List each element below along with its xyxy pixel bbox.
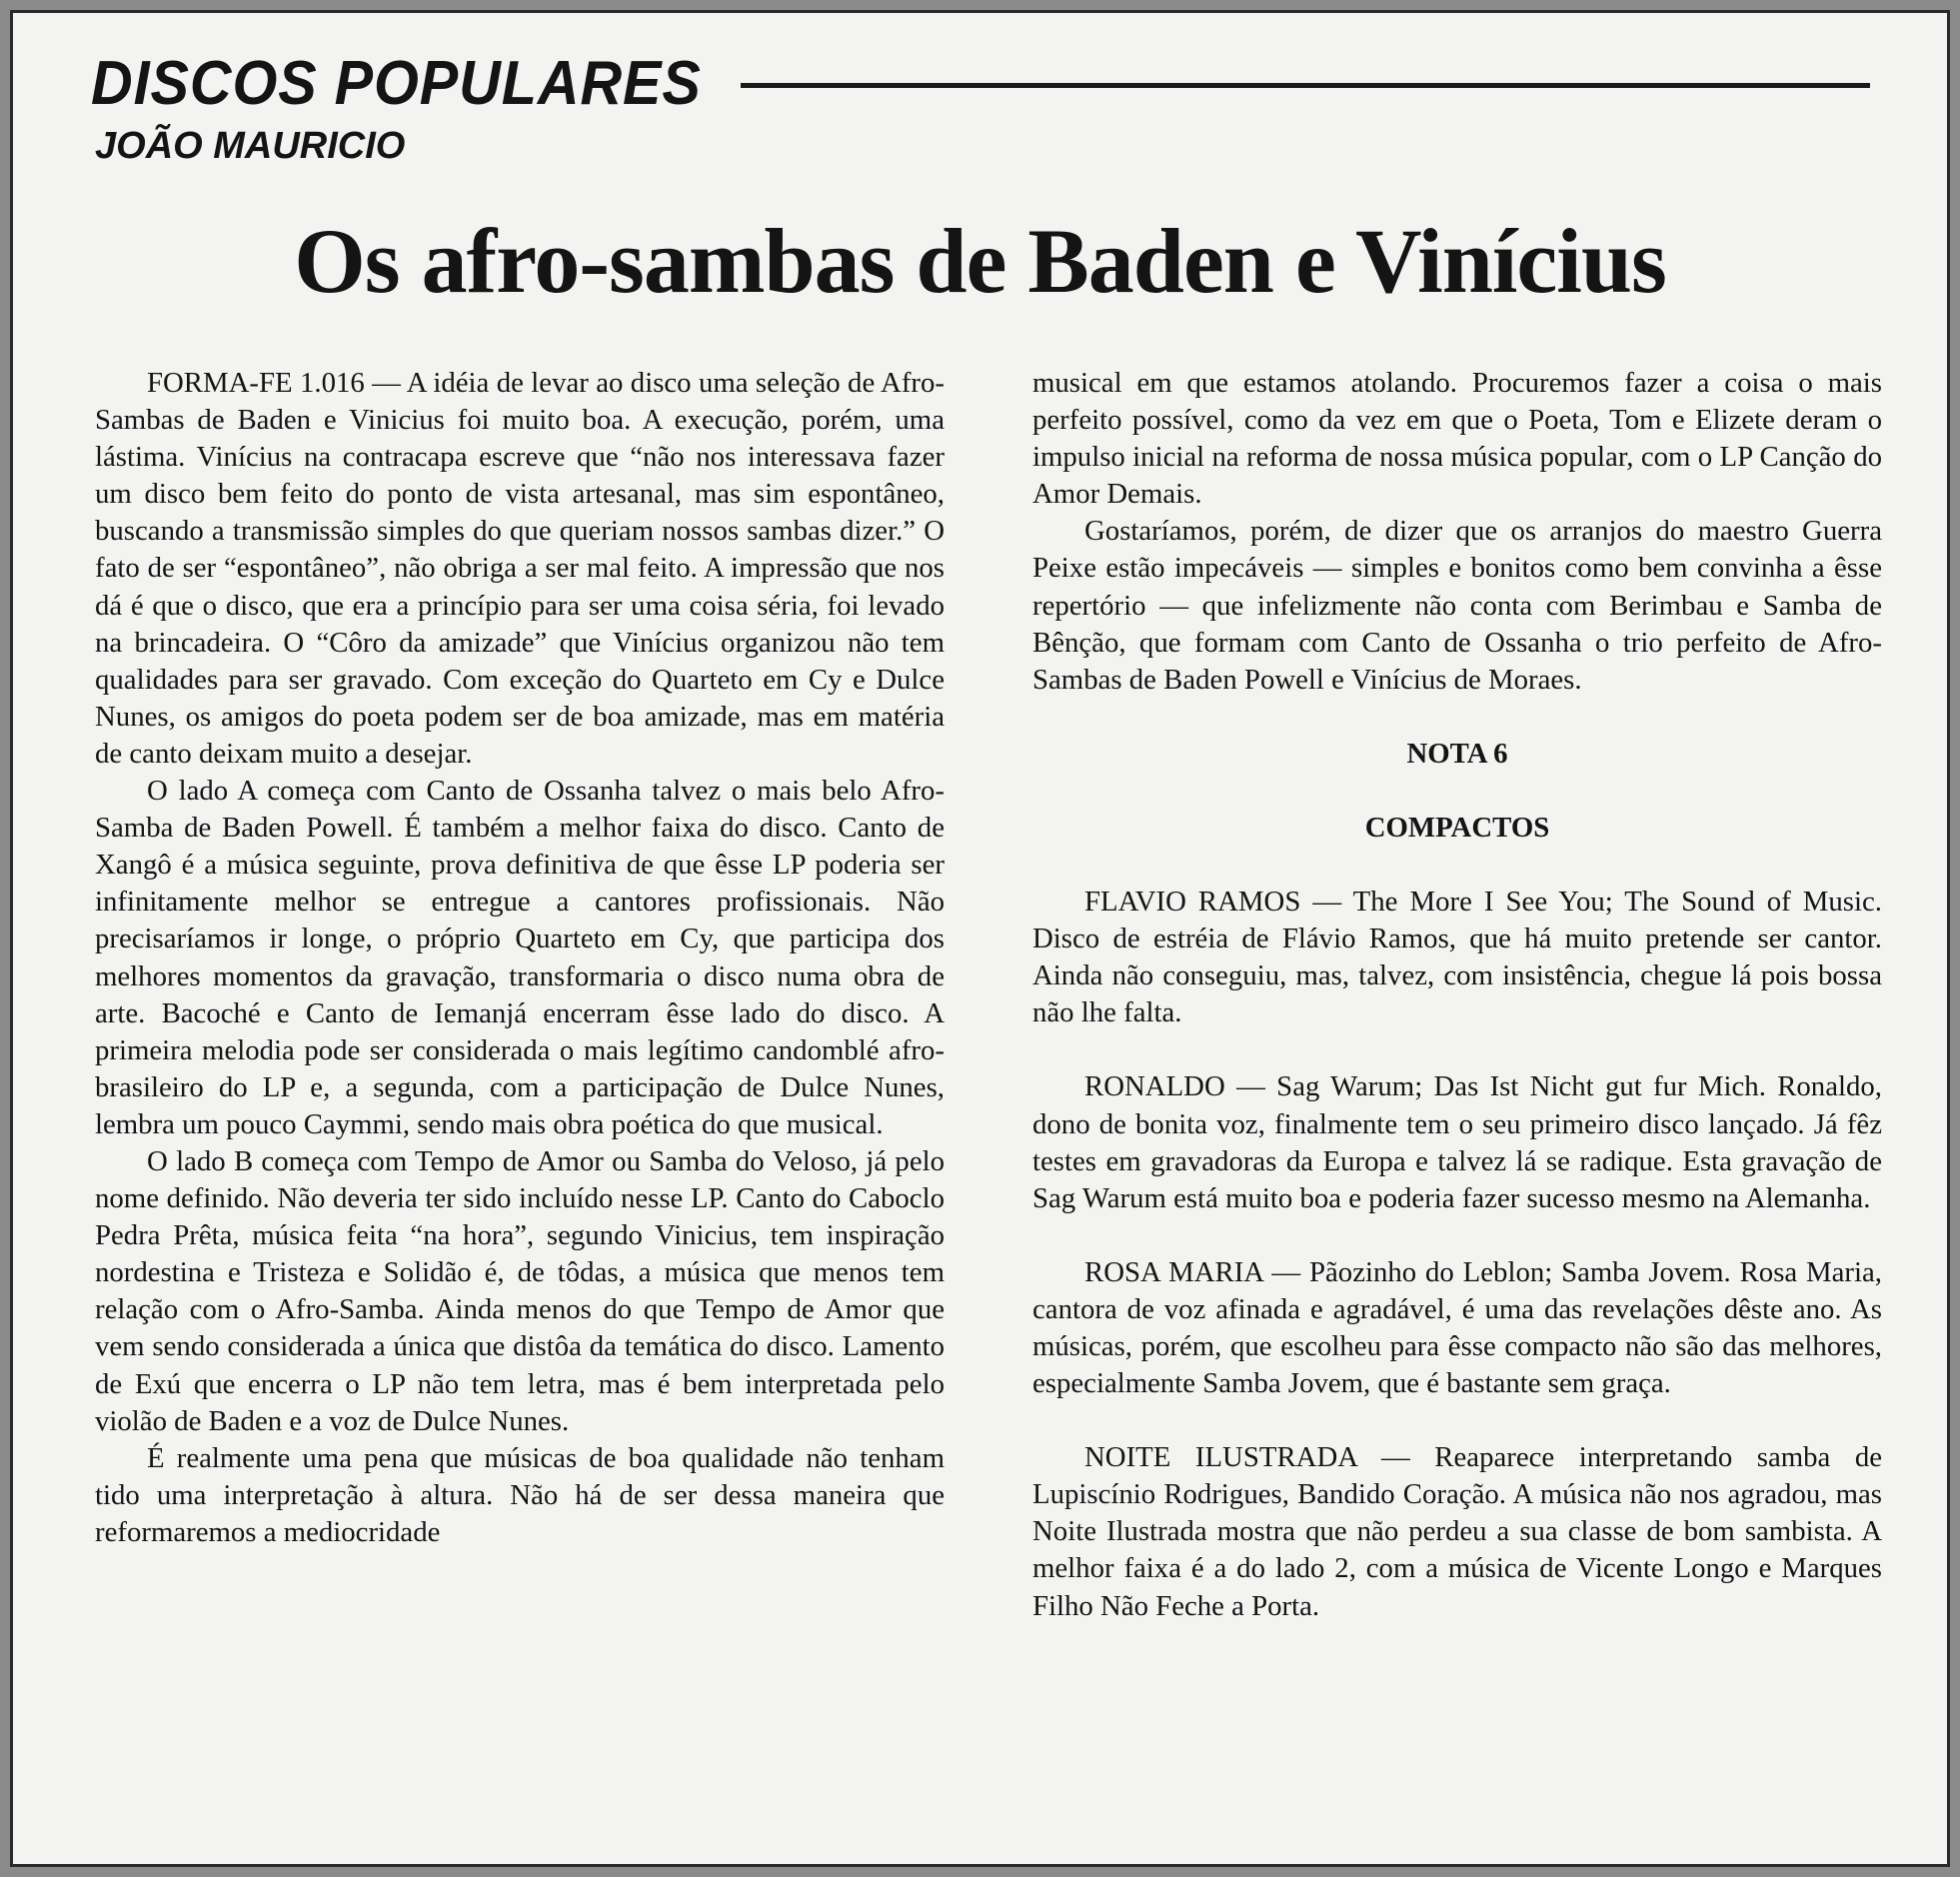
- spacer: [1032, 1217, 1882, 1254]
- review-paragraph: NOITE ILUSTRADA — Reaparece interpretando samba de Lupiscínio Rodrigues, Bandido Coração. A música não nos agradou, mas Noite Ilustrada mostra que não perdeu a sua classe de bom sambista. A melhor faixa é a do lado 2, com a música de Vicente Longo e Marques Filho Não Feche a Porta.: [1032, 1441, 1882, 1622]
- paragraph: FORMA-FE 1.016 — A idéia de levar ao disco uma seleção de Afro-Sambas de Baden e Vinicius foi muito boa. A execução, porém, uma lástima. Vinícius na contracapa escreve que “não nos interessava fazer um disco bem feito do ponto de vista artesanal, mas sim espontâneo, buscando a transmissão simples do que queriam nossos sambas dizer.” O fato de ser “espontâneo”, não obriga a ser mal feito. A impressão que nos dá é que o disco, que era a princípio para ser uma coisa séria, foi levado na brincadeira. O “Côro da amizade” que Vinícius organizou não tem qualidades para ser gravado. Com exceção do Quarteto em Cy e Dulce Nunes, os amigos do poeta podem ser de boa amizade, mas em matéria de canto deixam muito a desejar.: [95, 367, 945, 770]
- spacer: [1032, 773, 1882, 810]
- review-paragraph: ROSA MARIA — Pãozinho do Leblon; Samba Jovem. Rosa Maria, cantora de voz afinada e agradável, é uma das revelações dêste ano. As músicas, porém, que escolheu para êsse compacto não são das melhores, especialmente Samba Jovem, que é bastante sem graça.: [1032, 1255, 1882, 1400]
- headline: Os afro-sambas de Baden e Vinícius: [294, 210, 1666, 312]
- paragraph: O lado A começa com Canto de Ossanha talvez o mais belo Afro-Samba de Baden Powell. É também a melhor faixa do disco. Canto de Xangô é a música seguinte, prova definitiva de que êsse LP poderia ser infinitamente melhor se entregue a cantores profissionais. Não precisaríamos ir longe, o próprio Quarteto em Cy, que participa dos melhores momentos da gravação, transformaria o disco numa obra de arte. Bacoché e Canto de Iemanjá encerram êsse lado do disco. A primeira melodia pode ser considerada o mais legítimo candomblé afro-brasileiro do LP e, a segunda, com a participação de Dulce Nunes, lembra um pouco Caymmi, sendo mais obra poética do que musical.: [95, 775, 945, 1140]
- spacer: [1032, 847, 1882, 884]
- paragraph: musical em que estamos atolando. Procuremos fazer a coisa o mais perfeito possível, como da vez em que o Poeta, Tom e Elizete deram o impulso inicial na reforma de nossa música popular, com o LP Canção do Amor Demais.: [1032, 367, 1882, 511]
- rating: NOTA 6: [1406, 737, 1508, 770]
- spacer: [1032, 1031, 1882, 1068]
- review-paragraph: FLAVIO RAMOS — The More I See You; The Sound of Music. Disco de estréia de Flávio Ramos, que há muito pretende ser cantor. Ainda não conseguiu, mas, talvez, com insistência, chegue lá pois bossa não lhe falta.: [1032, 886, 1882, 1029]
- left-column: [95, 365, 945, 1551]
- section-rule: [741, 83, 1870, 88]
- right-column: [1032, 365, 1882, 1625]
- review-paragraph: RONALDO — Sag Warum; Das Ist Nicht gut fur Mich. Ronaldo, dono de bonita voz, finalmente tem o seu primeiro disco lançado. Já fêz testes em gravadoras da Europa e talvez lá se radique. Esta gravação de Sag Warum está muito boa e poderia fazer sucesso mesmo na Alemanha.: [1032, 1070, 1882, 1214]
- spacer: [1032, 1402, 1882, 1439]
- paragraph: Gostaríamos, porém, de dizer que os arranjos do maestro Guerra Peixe estão impecáveis — simples e bonitos como bem convinha a êsse repertório — que infelizmente não conta com Berimbau e Samba de Bênção, que formam com Canto de Ossanha o trio perfeito de Afro-Sambas de Baden Powell e Vinícius de Moraes.: [1032, 515, 1882, 696]
- spacer: [1032, 699, 1882, 736]
- newspaper-clipping: [10, 10, 1950, 1867]
- section-title: DISCOS POPULARES: [91, 48, 702, 118]
- section-header: [91, 43, 1870, 123]
- paragraph: O lado B começa com Tempo de Amor ou Samba do Veloso, já pelo nome definido. Não deveria ter sido incluído nesse LP. Canto do Caboclo Pedra Prêta, música feita “na hora”, segundo Vinicius, tem inspiração nordestina e Tristeza e Solidão é, de tôdas, a música que menos tem relação com o Afro-Samba. Ainda menos do que Tempo de Amor que vem sendo considerada a única que distôa da temática do disco. Lamento de Exú que encerra o LP não tem letra, mas é bem interpretada pelo violão de Baden e a voz de Dulce Nunes.: [95, 1144, 945, 1437]
- subhead: COMPACTOS: [1364, 811, 1550, 844]
- paragraph: É realmente uma pena que músicas de boa qualidade não tenham tido uma interpretação à altura. Não há de ser dessa maneira que reformaremos a mediocridade: [95, 1441, 945, 1548]
- byline: JOÃO MAURICIO: [95, 125, 406, 167]
